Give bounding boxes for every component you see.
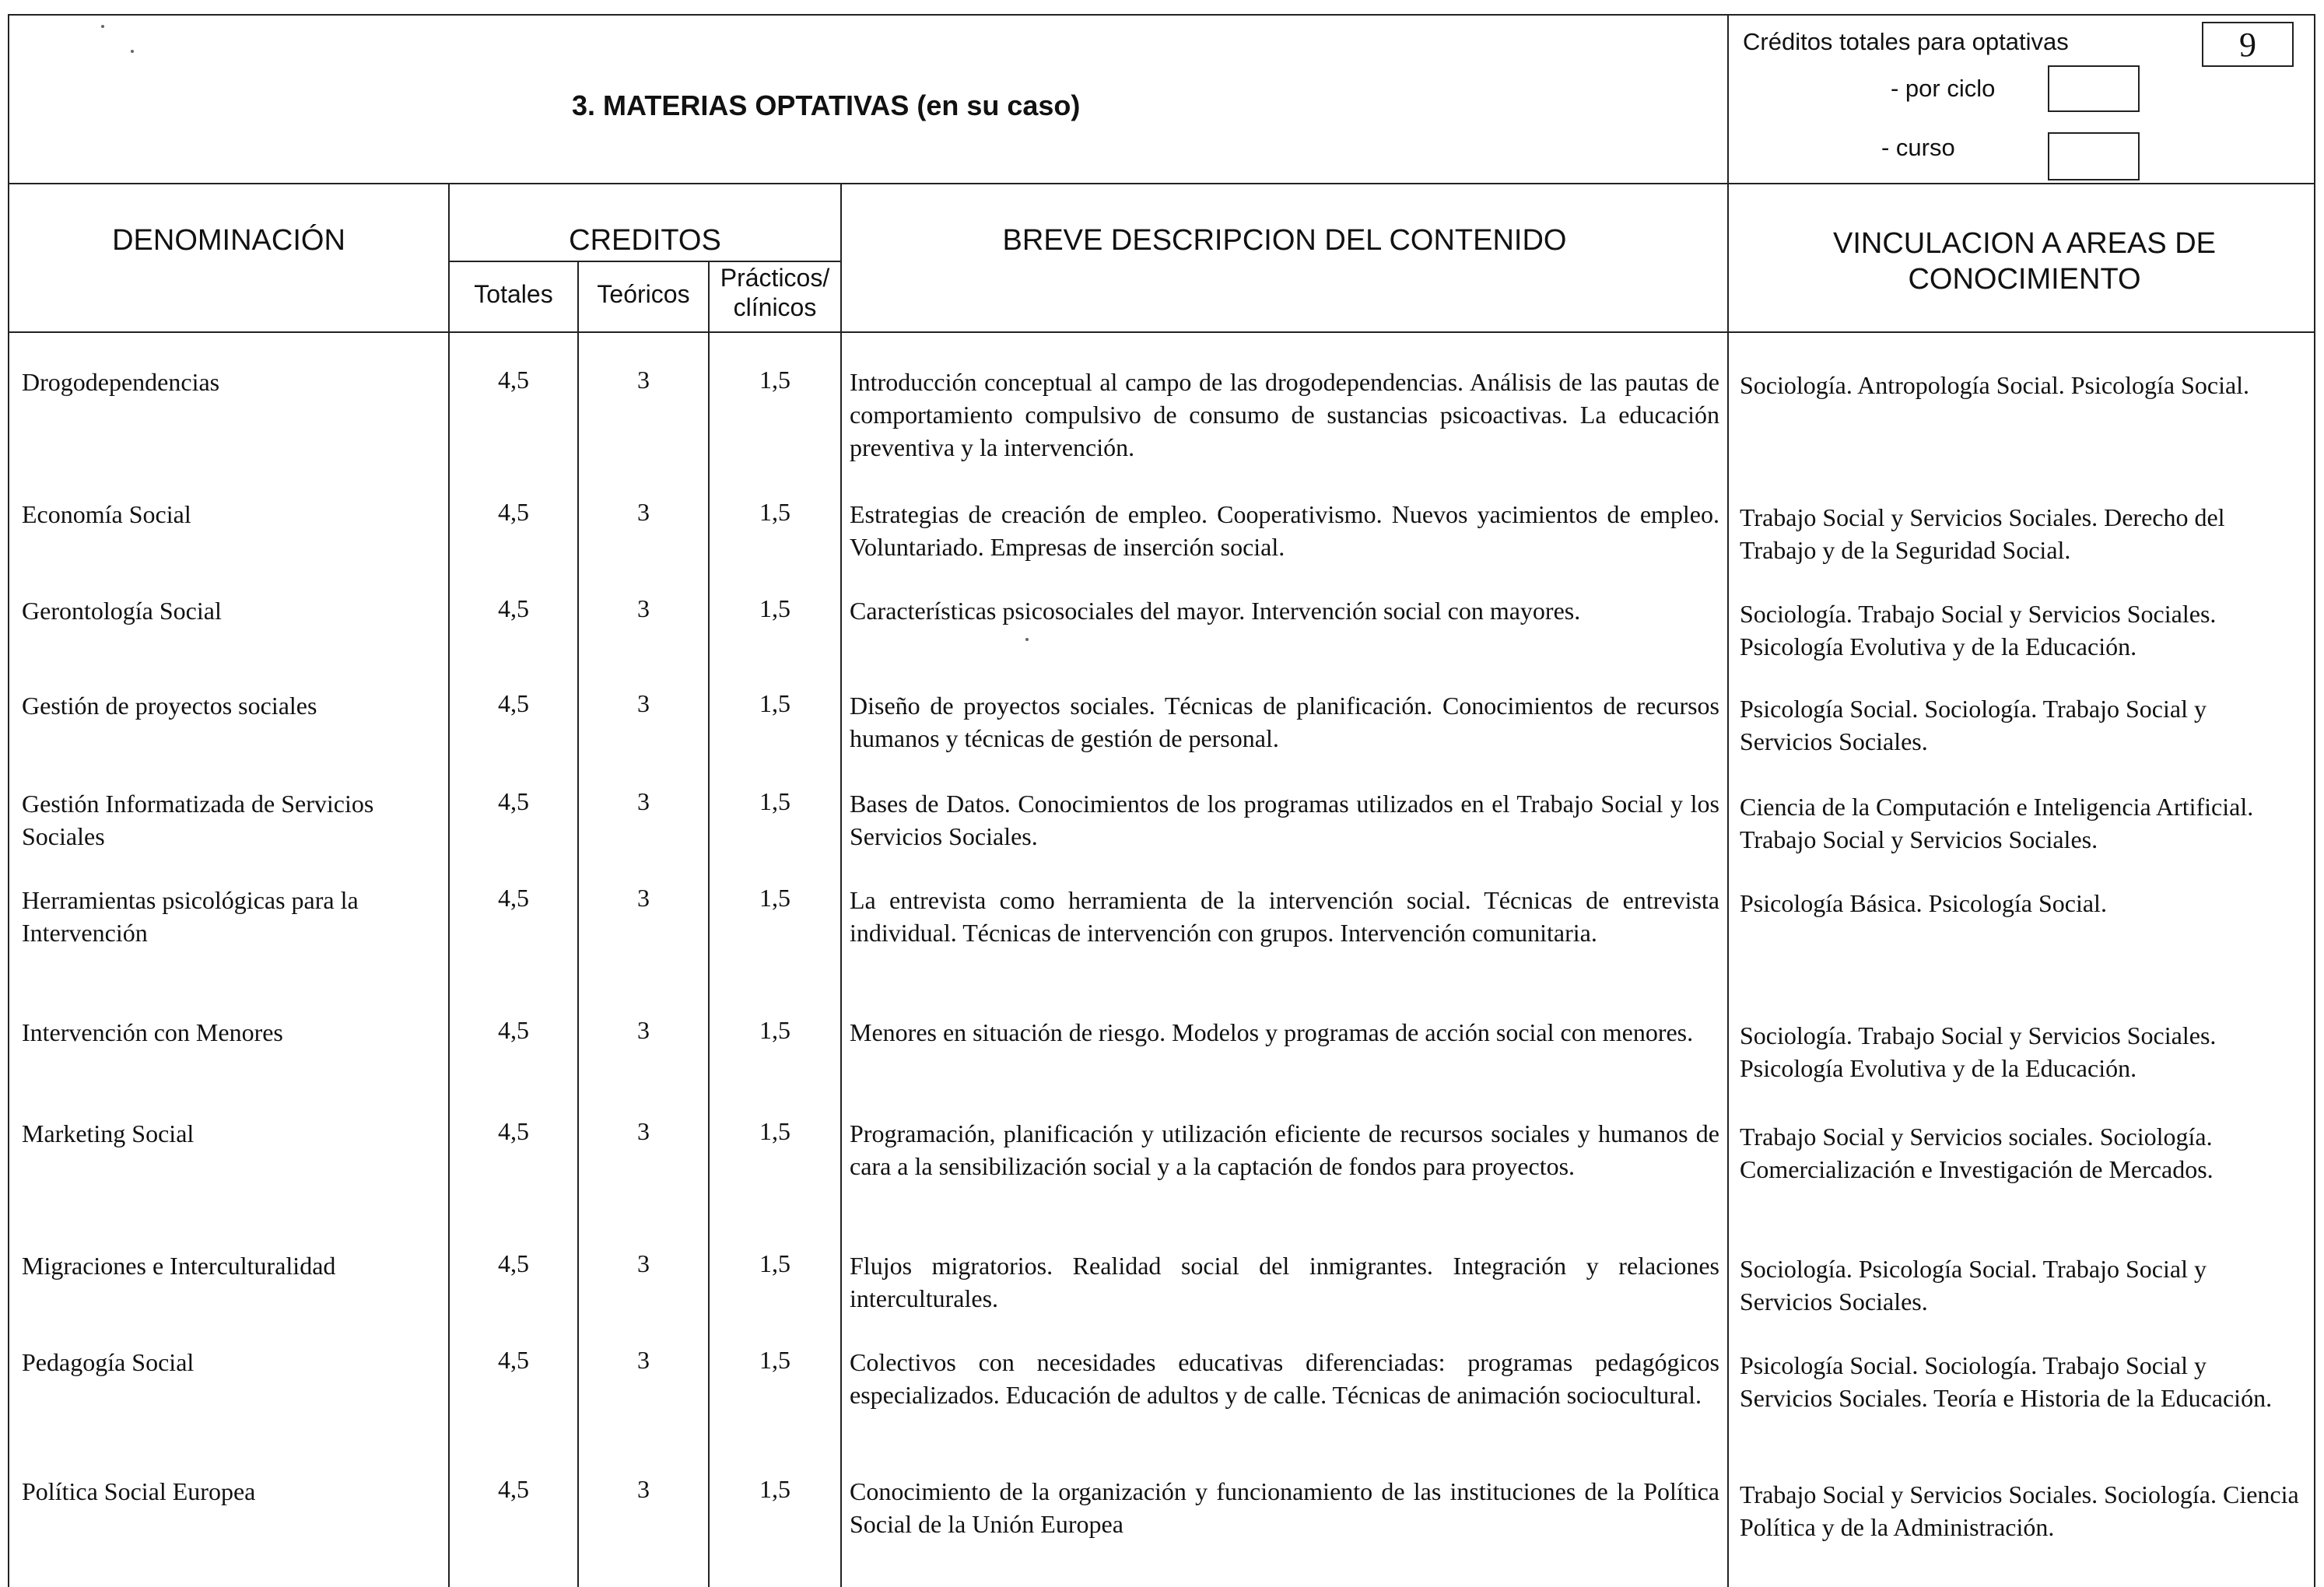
col-header-totales: Totales <box>474 280 553 308</box>
row-descripcion: Bases de Datos. Conocimientos de los programas utilizados en el Trabajo Social y los Servicios Sociales. <box>850 790 1719 850</box>
row-totales: 4,5 <box>498 366 529 394</box>
row-teoricos: 3 <box>637 1016 650 1044</box>
col-divider-2 <box>577 261 579 1587</box>
scan-speck <box>131 50 134 53</box>
row-areas: Sociología. Trabajo Social y Servicios Sociales. Psicología Evolutiva y de la Educación. <box>1740 1021 2217 1082</box>
row-denominacion: Marketing Social <box>22 1119 195 1147</box>
row-denominacion: Política Social Europea <box>22 1477 256 1505</box>
col-header-denominacion: DENOMINACIÓN <box>112 224 345 257</box>
row-descripcion: Diseño de proyectos sociales. Técnicas de planificación. Conocimientos de recursos humanos y técnicas de gestión de personal. <box>850 692 1719 752</box>
row-areas: Trabajo Social y Servicios Sociales. Sociología. Ciencia Política y de la Administración. <box>1740 1480 2299 1541</box>
por-ciclo-box <box>2048 65 2140 112</box>
row-practicos: 1,5 <box>759 689 790 717</box>
col-header-descripcion: BREVE DESCRIPCION DEL CONTENIDO <box>1002 224 1567 257</box>
page-title: 3. MATERIAS OPTATIVAS (en su caso) <box>572 89 1081 121</box>
row-areas: Sociología. Antropología Social. Psicología Social. <box>1740 371 2250 399</box>
row-practicos: 1,5 <box>759 1016 790 1044</box>
col-header-practicos-line2: clínicos <box>733 293 817 321</box>
row-practicos: 1,5 <box>759 1249 790 1277</box>
row-totales: 4,5 <box>498 498 529 526</box>
row-practicos: 1,5 <box>759 1475 790 1503</box>
row-practicos: 1,5 <box>759 787 790 815</box>
row-totales: 4,5 <box>498 594 529 622</box>
row-denominacion: Migraciones e Interculturalidad <box>22 1252 336 1280</box>
col-header-teoricos: Teóricos <box>597 280 690 308</box>
row-descripcion: Características psicosociales del mayor. Intervención social con mayores. <box>850 597 1581 625</box>
row-teoricos: 3 <box>637 884 650 912</box>
row-areas: Sociología. Trabajo Social y Servicios Sociales. Psicología Evolutiva y de la Educación. <box>1740 600 2217 660</box>
row-teoricos: 3 <box>637 366 650 394</box>
row-descripcion: Menores en situación de riesgo. Modelos y programas de acción social con menores. <box>850 1018 1694 1046</box>
scan-speck <box>101 25 104 28</box>
row-teoricos: 3 <box>637 498 650 526</box>
curso-label: - curso <box>1881 134 1955 161</box>
row-descripcion: Conocimiento de la organización y funcionamiento de las instituciones de la Política Social de la Unión Europea <box>850 1477 1719 1538</box>
col-header-vinculacion-line2: CONOCIMIENTO <box>1908 263 2141 296</box>
col-header-vinculacion-line1: VINCULACION A AREAS DE <box>1832 227 2217 260</box>
scan-speck <box>1025 638 1029 641</box>
row-descripcion: Colectivos con necesidades educativas diferenciadas: programas pedagógicos especializados. Educación de adultos y de calle. Técnicas de animación sociocultural. <box>850 1348 1719 1409</box>
row-denominacion: Gerontología Social <box>22 597 222 625</box>
row-totales: 4,5 <box>498 1117 529 1145</box>
row-descripcion: Introducción conceptual al campo de las drogodependencias. Análisis de las pautas de comportamiento compulsivo de consumo de sustancias psicoactivas. La educación preventiva y la intervención. <box>850 368 1719 461</box>
header-vertical-divider <box>1727 14 1729 184</box>
row-practicos: 1,5 <box>759 1117 790 1145</box>
row-areas: Trabajo Social y Servicios Sociales. Derecho del Trabajo y de la Seguridad Social. <box>1740 503 2225 564</box>
row-totales: 4,5 <box>498 1016 529 1044</box>
row-areas: Trabajo Social y Servicios sociales. Sociología. Comercialización e Investigación de Mercados. <box>1740 1123 2214 1183</box>
por-ciclo-label: - por ciclo <box>1891 75 1996 102</box>
row-teoricos: 3 <box>637 1346 650 1374</box>
row-denominacion: Herramientas psicológicas para la Intervención <box>22 886 359 947</box>
row-teoricos: 3 <box>637 1249 650 1277</box>
row-teoricos: 3 <box>637 1117 650 1145</box>
creditos-subheader-line <box>448 261 840 262</box>
col-divider-5 <box>1727 184 1729 1587</box>
header-divider <box>8 183 2315 184</box>
row-areas: Psicología Social. Sociología. Trabajo Social y Servicios Sociales. <box>1740 695 2207 755</box>
col-divider-4 <box>840 184 842 1587</box>
row-descripcion: Estrategias de creación de empleo. Cooperativismo. Nuevos yacimientos de empleo. Voluntariado. Empresas de inserción social. <box>850 500 1719 561</box>
row-descripcion: La entrevista como herramienta de la intervención social. Técnicas de entrevista individual. Técnicas de intervención con grupos. Intervención comunitaria. <box>850 886 1719 947</box>
row-practicos: 1,5 <box>759 884 790 912</box>
col-header-practicos <box>710 263 840 322</box>
row-totales: 4,5 <box>498 884 529 912</box>
row-practicos: 1,5 <box>759 1346 790 1374</box>
row-practicos: 1,5 <box>759 498 790 526</box>
table-header-divider <box>8 331 2315 333</box>
row-totales: 4,5 <box>498 1249 529 1277</box>
row-practicos: 1,5 <box>759 366 790 394</box>
row-teoricos: 3 <box>637 594 650 622</box>
row-denominacion: Gestión de proyectos sociales <box>22 692 317 720</box>
col-header-creditos: CREDITOS <box>569 224 721 257</box>
row-teoricos: 3 <box>637 689 650 717</box>
col-header-practicos-line1: Prácticos/ <box>720 264 830 292</box>
row-practicos: 1,5 <box>759 594 790 622</box>
row-teoricos: 3 <box>637 1475 650 1503</box>
row-areas: Sociología. Psicología Social. Trabajo Social y Servicios Sociales. <box>1740 1255 2207 1315</box>
creditos-totales-box: 9 <box>2202 22 2294 67</box>
row-denominacion: Economía Social <box>22 500 191 528</box>
col-header-vinculacion <box>1729 226 2320 297</box>
row-teoricos: 3 <box>637 787 650 815</box>
creditos-totales-label: Créditos totales para optativas <box>1743 28 2069 55</box>
row-areas: Psicología Básica. Psicología Social. <box>1740 889 2107 917</box>
row-descripcion: Flujos migratorios. Realidad social del inmigrantes. Integración y relaciones interculturales. <box>850 1252 1719 1312</box>
row-denominacion: Pedagogía Social <box>22 1348 195 1376</box>
row-areas: Ciencia de la Computación e Inteligencia Artificial. Trabajo Social y Servicios Sociales. <box>1740 793 2254 853</box>
row-totales: 4,5 <box>498 787 529 815</box>
row-denominacion: Intervención con Menores <box>22 1018 283 1046</box>
row-denominacion: Gestión Informatizada de Servicios Sociales <box>22 790 374 850</box>
row-totales: 4,5 <box>498 689 529 717</box>
row-totales: 4,5 <box>498 1346 529 1374</box>
curso-box <box>2048 132 2140 180</box>
row-denominacion: Drogodependencias <box>22 368 220 396</box>
row-descripcion: Programación, planificación y utilización eficiente de recursos sociales y humanos de cara a la sensibilización social y a la captación de fondos para proyectos. <box>850 1119 1719 1180</box>
row-areas: Psicología Social. Sociología. Trabajo Social y Servicios Sociales. Teoría e Historia de la Educación. <box>1740 1351 2273 1412</box>
row-totales: 4,5 <box>498 1475 529 1503</box>
col-divider-3 <box>708 261 710 1587</box>
